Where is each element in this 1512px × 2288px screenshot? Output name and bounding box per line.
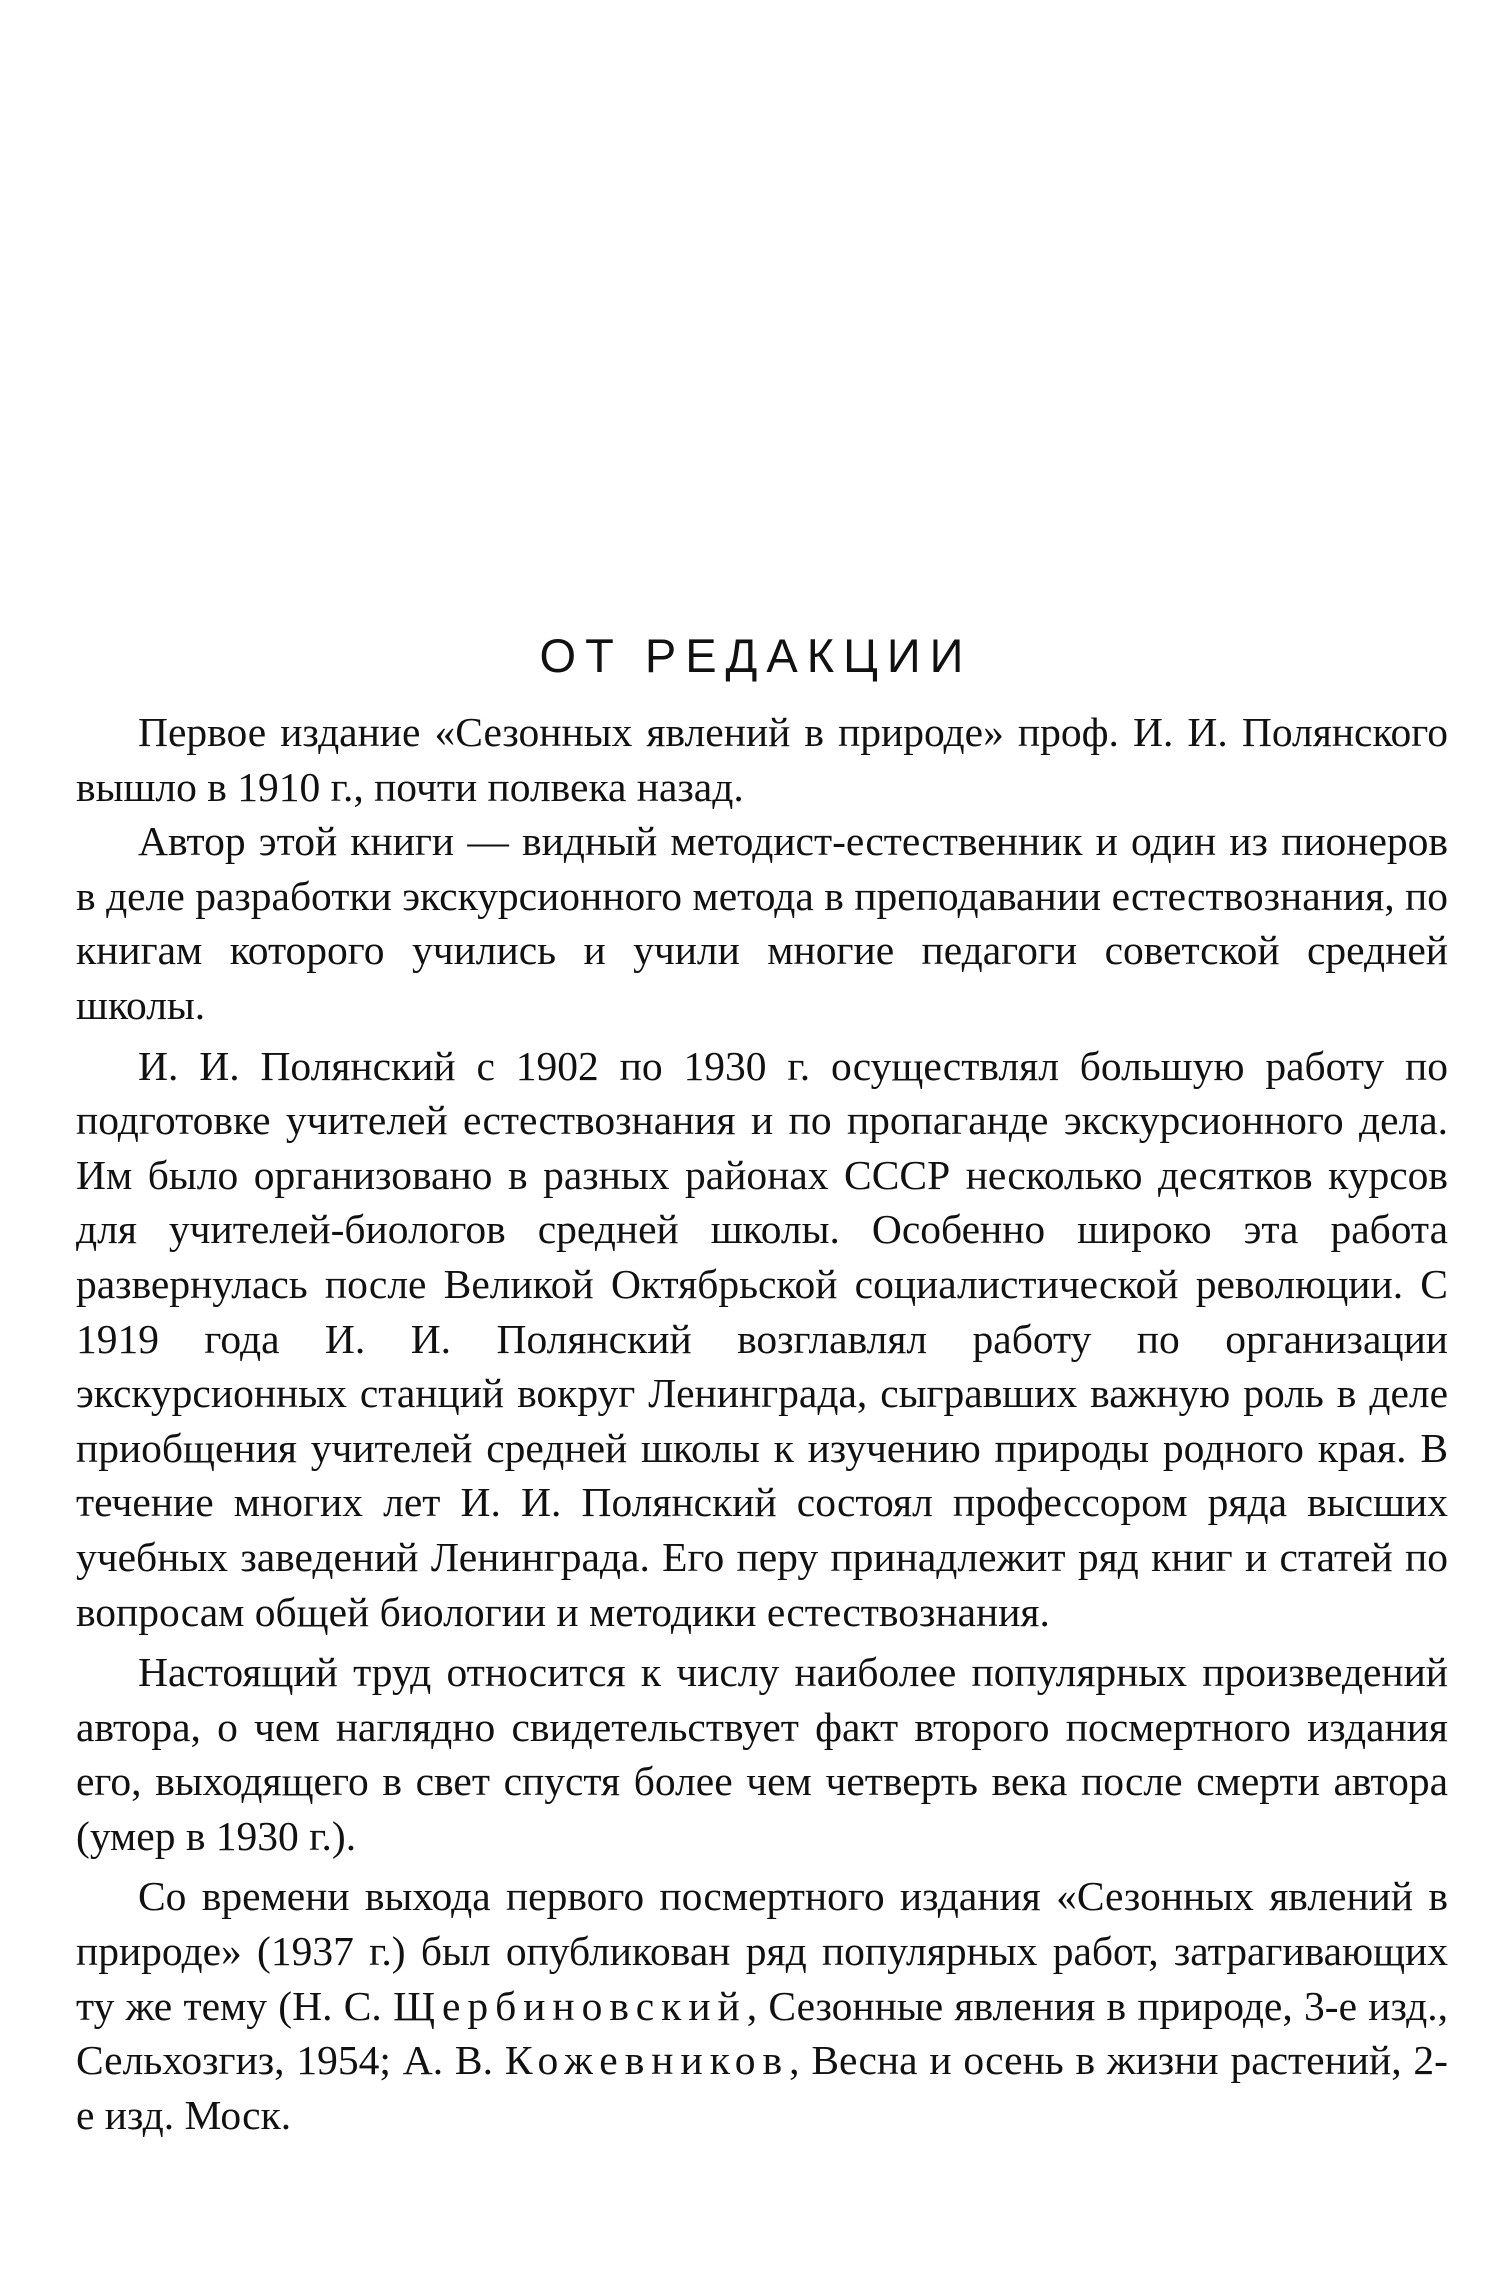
body-text — [76, 705, 1448, 2142]
paragraph-5 — [76, 1869, 1448, 2142]
author-name-1: Щербиновский — [393, 1982, 747, 2029]
paragraph-3: И. И. Полянский с 1902 по 1930 г. осуществлял большую работу по подготовке учителей естествознания и по пропаганде экскурсионного дела. Им было организовано в разных районах СССР несколько десятков курсов для учителей-биологов средней школы. Особенно широко эта работа развернулась после Великой Октябрьской социалистической революции. С 1919 года И. И. Полянский возглавлял работу по организации экскурсионных станций вокруг Ленинграда, сыгравших важную роль в деле приобщения учителей средней школы к изучению природы родного края. В течение многих лет И. И. Полянский состоял профессором ряда высших учебных заведений Ленинграда. Его перу принадлежит ряд книг и статей по вопросам общей биологии и методики естествознания. — [76, 1042, 1448, 1635]
paragraph-4: Настоящий труд относится к числу наиболее популярных произведений автора, о чем наглядно свидетельствует факт второго посмертного издания его, выходящего в свет спустя более чем четверть века после смерти автора (умер в 1930 г.). — [76, 1649, 1448, 1859]
paragraph-5-text-1: Со времени выхода первого посмертного издания «Сезонных явлений в природе» (1937 г.) был опубликован ряд популярных работ, затрагивающих ту же тему (Н. С. — [76, 1873, 1448, 2029]
author-name-2: Кожевников — [504, 2037, 790, 2084]
paragraph-5-text-2: , Сезонные явления в природе, 3-е изд., Сельхозгиз, 1954; А. В. — [76, 1982, 1448, 2084]
page-title: ОТ РЕДАКЦИИ — [539, 629, 973, 682]
paragraph-2: Автор этой книги — видный методист-естественник и один из пионеров в деле разработки экскурсионного метода в преподавании естествознания, по книгам которого учились и учили многие педагоги советской средней школы. — [76, 818, 1448, 1028]
paragraph-1: Первое издание «Сезонных явлений в природе» проф. И. И. Полянского вышло в 1910 г., почти полвека назад. — [76, 709, 1448, 810]
paragraph-5-text-3: , Весна и осень в жизни растений, 2-е изд. Моск. — [76, 2037, 1448, 2138]
